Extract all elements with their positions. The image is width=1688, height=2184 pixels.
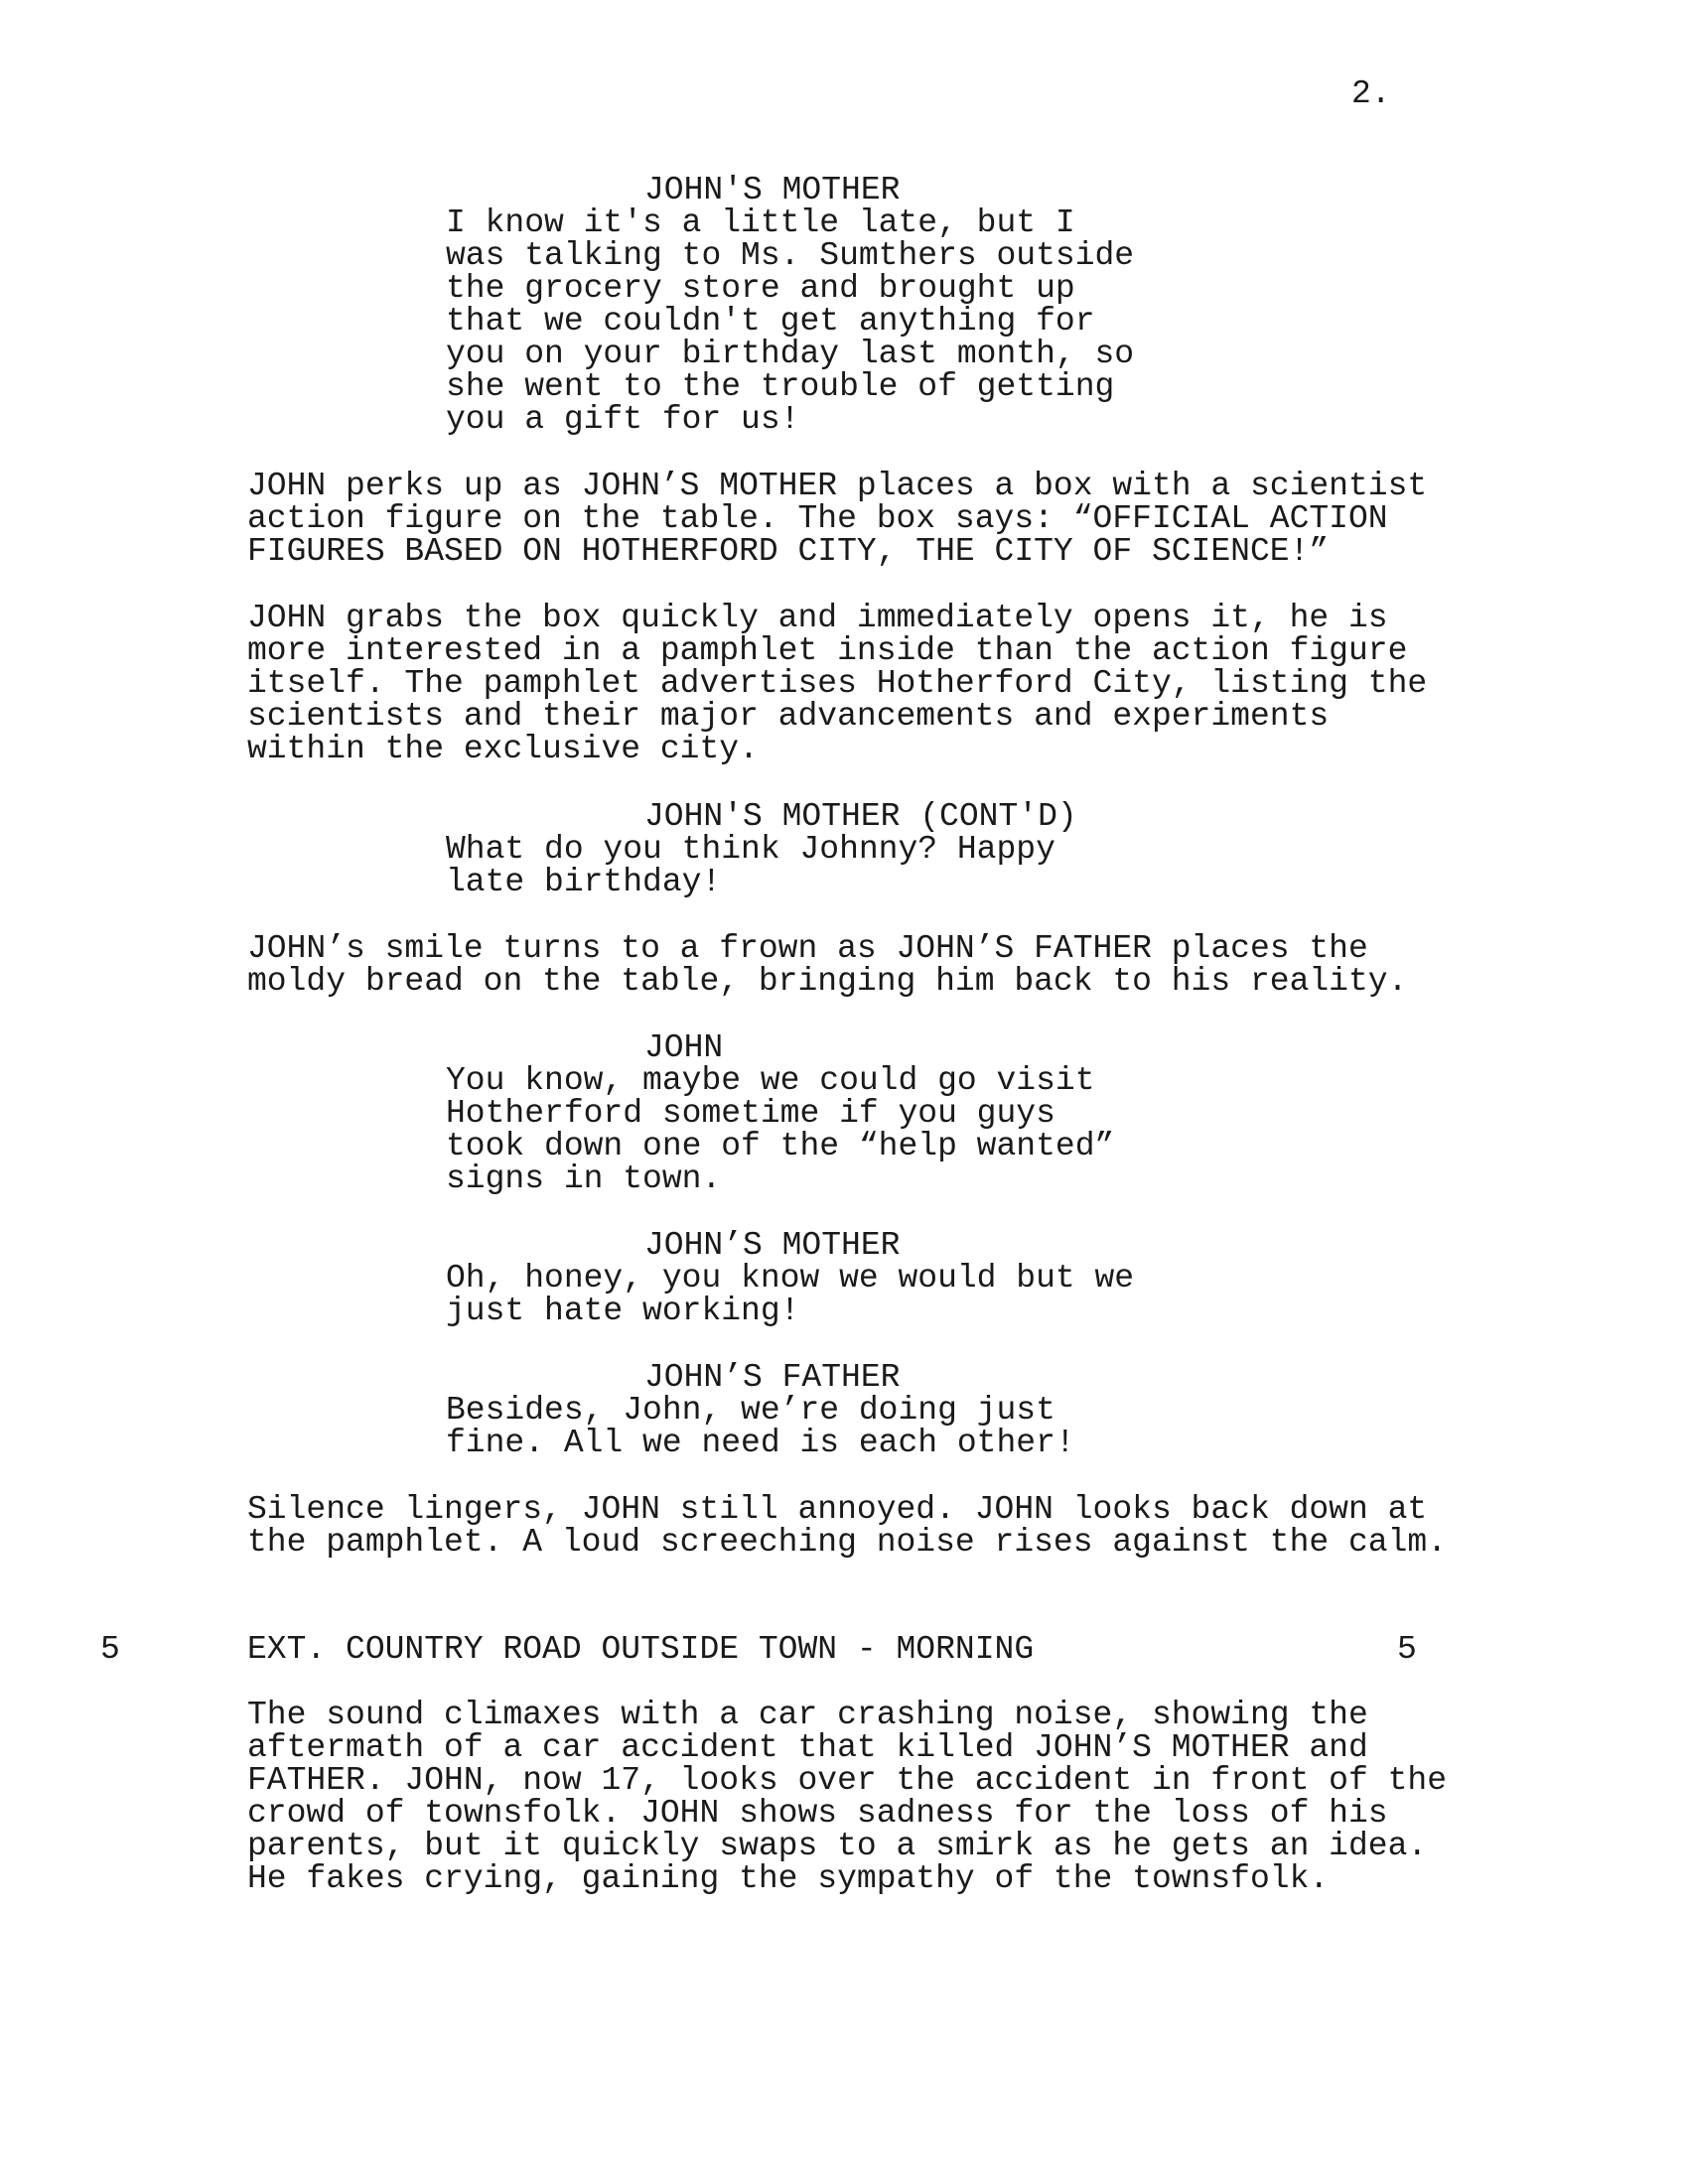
action-line: action figure on the table. The box says: “OFFICIAL ACTION bbox=[247, 500, 1388, 537]
dialogue-line: was talking to Ms. Sumthers outside bbox=[446, 237, 1135, 274]
dialogue-line: you on your birthday last month, so bbox=[446, 336, 1135, 372]
action-line: crowd of townsfolk. JOHN shows sadness for the loss of his bbox=[247, 1795, 1388, 1832]
dialogue-line: took down one of the “help wanted” bbox=[446, 1128, 1115, 1164]
action-line: FIGURES BASED ON HOTHERFORD CITY, THE CITY OF SCIENCE!” bbox=[247, 533, 1330, 570]
action-line: The sound climaxes with a car crashing noise, showing the bbox=[247, 1697, 1368, 1733]
dialogue-line: signs in town. bbox=[446, 1160, 722, 1197]
action-line: more interested in a pamphlet inside than the action figure bbox=[247, 632, 1408, 669]
dialogue-line: fine. All we need is each other! bbox=[446, 1425, 1075, 1461]
dialogue-line: the grocery store and brought up bbox=[446, 270, 1075, 307]
dialogue-line: Hotherford sometime if you guys bbox=[446, 1095, 1055, 1132]
dialogue-line: you a gift for us! bbox=[446, 401, 800, 438]
action-line: the pamphlet. A loud screeching noise rises against the calm. bbox=[247, 1524, 1447, 1561]
dialogue-line: Oh, honey, you know we would but we bbox=[446, 1260, 1135, 1297]
character-name: JOHN'S MOTHER bbox=[644, 172, 901, 208]
action-line: JOHN perks up as JOHN’S MOTHER places a box with a scientist bbox=[247, 468, 1428, 504]
action-line: itself. The pamphlet advertises Hotherford City, listing the bbox=[247, 665, 1428, 702]
dialogue-line: Besides, John, we’re doing just bbox=[446, 1392, 1055, 1429]
action-line: within the exclusive city. bbox=[247, 731, 759, 767]
character-name: JOHN'S MOTHER (CONT'D) bbox=[644, 798, 1077, 835]
dialogue-line: just hate working! bbox=[446, 1293, 800, 1329]
dialogue-line: she went to the trouble of getting bbox=[446, 368, 1115, 405]
dialogue-line: I know it's a little late, but I bbox=[446, 205, 1075, 241]
action-line: JOHN’s smile turns to a frown as JOHN’S FATHER places the bbox=[247, 930, 1368, 967]
action-line: moldy bread on the table, bringing him back to his reality. bbox=[247, 963, 1408, 1000]
dialogue-line: What do you think Johnny? Happy bbox=[446, 831, 1055, 868]
action-line: Silence lingers, JOHN still annoyed. JOHN looks back down at bbox=[247, 1491, 1428, 1528]
character-name: JOHN’S MOTHER bbox=[644, 1227, 901, 1264]
action-line: FATHER. JOHN, now 17, looks over the accident in front of the bbox=[247, 1762, 1447, 1799]
action-line: aftermath of a car accident that killed JOHN’S MOTHER and bbox=[247, 1729, 1368, 1766]
action-line: JOHN grabs the box quickly and immediately opens it, he is bbox=[247, 600, 1388, 636]
action-line: scientists and their major advancements and experiments bbox=[247, 698, 1330, 735]
dialogue-line: that we couldn't get anything for bbox=[446, 303, 1095, 340]
scene-number-left: 5 bbox=[100, 1631, 120, 1668]
dialogue-line: You know, maybe we could go visit bbox=[446, 1062, 1095, 1099]
scene-number-right: 5 bbox=[1397, 1631, 1417, 1668]
scene-heading: EXT. COUNTRY ROAD OUTSIDE TOWN - MORNING bbox=[247, 1631, 1035, 1668]
action-line: parents, but it quickly swaps to a smirk as he gets an idea. bbox=[247, 1828, 1428, 1864]
dialogue-line: late birthday! bbox=[446, 864, 722, 900]
page-number: 2. bbox=[1351, 75, 1391, 112]
action-line: He fakes crying, gaining the sympathy of the townsfolk. bbox=[247, 1860, 1330, 1897]
character-name: JOHN’S FATHER bbox=[644, 1359, 901, 1396]
character-name: JOHN bbox=[644, 1029, 724, 1066]
